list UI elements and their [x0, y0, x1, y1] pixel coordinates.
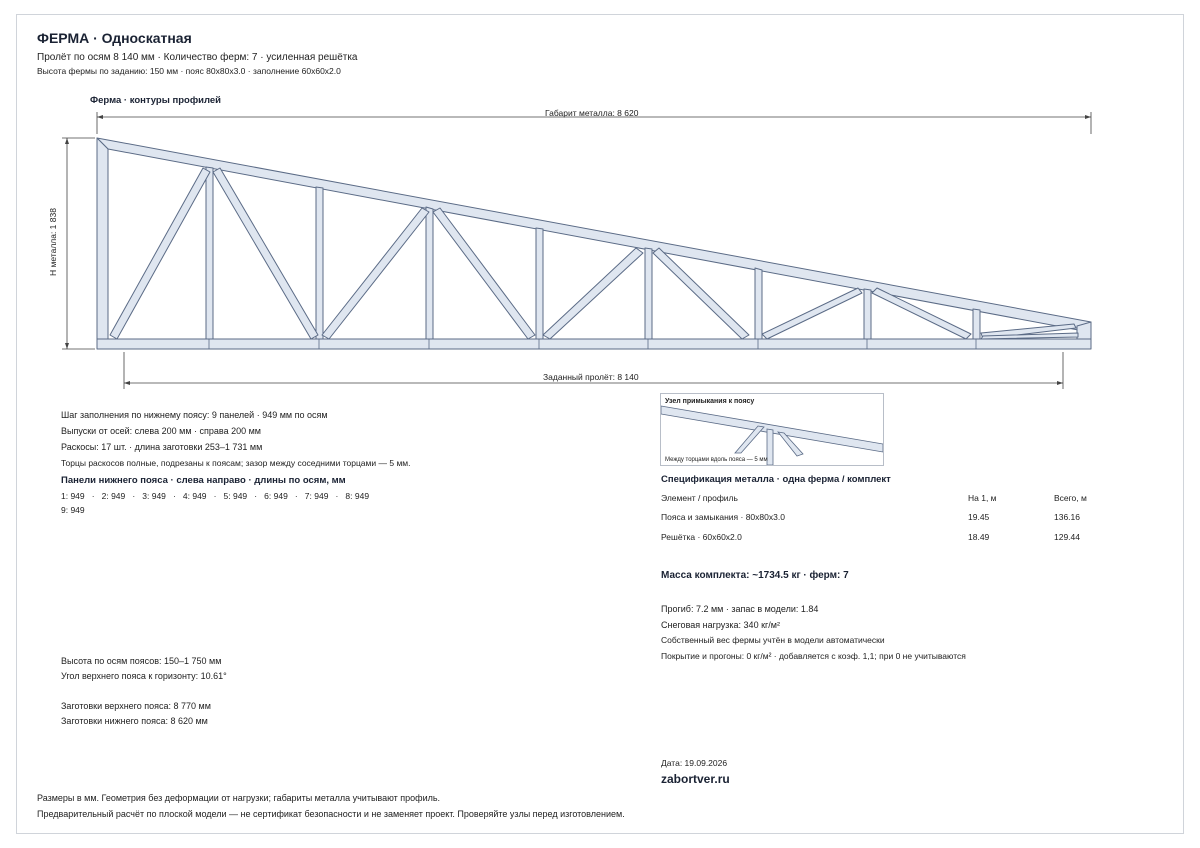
spec-row-lattice-total: 129.44	[1054, 532, 1080, 542]
vertical-post	[973, 309, 980, 339]
vertical-post	[536, 228, 543, 339]
spec-header-total: Всего, м	[1054, 493, 1087, 503]
height-dim-label: Н металла: 1 838	[48, 208, 58, 276]
panels-row-1: 1: 949 · 2: 949 · 3: 949 · 4: 949 · 5: 949 · 6: 949 · 7: 949 · 8: 949	[61, 491, 370, 501]
node-brace	[735, 426, 764, 453]
spec-title: Спецификация металла · одна ферма / комплект	[661, 474, 891, 485]
spec-row-chords-per-one: 19.45	[968, 512, 990, 522]
spec-header-element: Элемент / профиль	[661, 493, 738, 503]
vertical-post	[316, 187, 323, 339]
diagonal-brace	[433, 208, 535, 339]
drawing-title: Ферма · контуры профилей	[90, 95, 222, 106]
vertical-post	[426, 207, 433, 339]
diagonal-brace	[762, 288, 862, 339]
node-post	[767, 429, 773, 465]
spec-header-per-one: На 1, м	[968, 493, 997, 503]
subtitle-line-2: Высота фермы по заданию: 150 мм · пояс 80x80x3.0 · заполнение 60x60x2.0	[37, 66, 341, 76]
span-dim-label: Заданный пролёт: 8 140	[543, 372, 639, 382]
footer-note-2: Предварительный расчёт по плоской модели — не сертификат безопасности и не заменяет проект. Проверяйте узлы перед изготовлением.	[37, 809, 625, 819]
vertical-post	[645, 248, 652, 339]
page-title: ФЕРМА · Односкатная	[37, 30, 192, 46]
node-detail-box	[660, 393, 884, 466]
note-braces: Раскосы: 17 шт. · длина заготовки 253–1 731 мм	[61, 442, 263, 452]
geom-bottom-blanks: Заготовки нижнего пояса: 8 620 мм	[61, 716, 208, 726]
panels-title: Панели нижнего пояса · слева направо · длины по осям, мм	[61, 475, 346, 486]
diagonal-brace	[110, 168, 210, 339]
spec-row-chords-total: 136.16	[1054, 512, 1080, 522]
vertical-post	[755, 268, 762, 339]
geom-angle: Угол верхнего пояса к горизонту: 10.61°	[61, 671, 227, 681]
note-overhangs: Выпуски от осей: слева 200 мм · справа 200 мм	[61, 426, 261, 436]
top-chord	[97, 138, 1091, 332]
calc-deflection: Прогиб: 7.2 мм · запас в модели: 1.84	[661, 604, 819, 614]
node-detail-caption: Между торцами вдоль пояса — 5 мм	[665, 457, 768, 463]
vertical-post	[864, 289, 871, 339]
note-fill-step: Шаг заполнения по нижнему поясу: 9 панелей · 949 мм по осям	[61, 410, 328, 420]
geom-top-blanks: Заготовки верхнего пояса: 8 770 мм	[61, 701, 211, 711]
spec-mass: Масса комплекта: ~1734.5 кг · ферм: 7	[661, 570, 849, 581]
panels-row-2: 9: 949	[61, 505, 85, 515]
spec-row-lattice-name: Решётка · 60x60x2.0	[661, 532, 742, 542]
end-post-left	[97, 138, 108, 339]
spec-row-lattice-per-one: 18.49	[968, 532, 990, 542]
note-ends: Торцы раскосов полные, подрезаны к поясам; зазор между соседними торцами — 5 мм.	[61, 458, 411, 468]
vertical-post	[206, 167, 213, 339]
geom-heights: Высота по осям поясов: 150–1 750 мм	[61, 656, 222, 666]
footer-date: Дата: 19.09.2026	[661, 758, 728, 768]
spec-row-chords-name: Пояса и замыкания · 80x80x3.0	[661, 512, 785, 522]
calc-snow: Снеговая нагрузка: 340 кг/м²	[661, 620, 780, 630]
diagonal-brace	[543, 248, 643, 339]
subtitle-line-1: Пролёт по осям 8 140 мм · Количество ферм: 7 · усиленная решётка	[37, 52, 358, 63]
overall-dim-label: Габарит металла: 8 620	[545, 108, 639, 118]
calc-roofing: Покрытие и прогоны: 0 кг/м² · добавляется с коэф. 1,1; при 0 не учитываются	[661, 651, 966, 661]
bottom-chord	[97, 339, 1091, 349]
diagonal-brace	[213, 168, 318, 339]
calc-self-weight: Собственный вес фермы учтён в модели автоматически	[661, 635, 885, 645]
node-detail-title: Узел примыкания к поясу	[665, 398, 755, 405]
footer-note-1: Размеры в мм. Геометрия без деформации от нагрузки; габариты металла учитывают профиль.	[37, 793, 441, 803]
diagonal-brace	[322, 208, 429, 339]
site-brand: zabortver.ru	[661, 772, 730, 786]
